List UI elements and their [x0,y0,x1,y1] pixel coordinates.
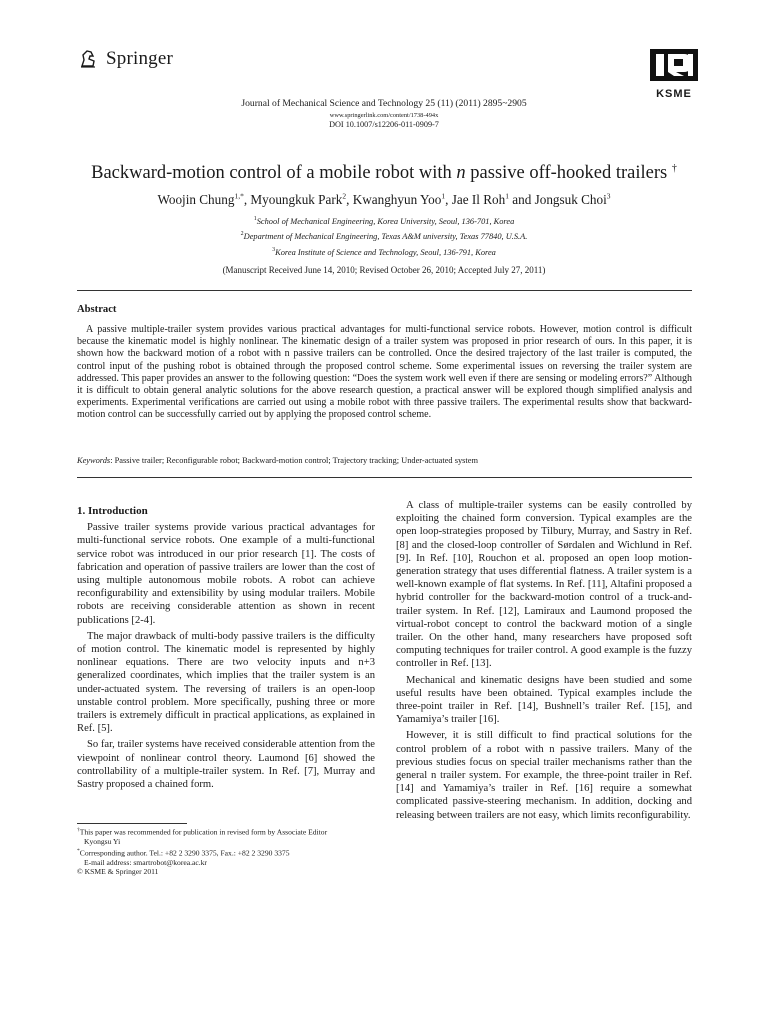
affiliation: $^3$Korea Institute of Science and Technology, Seoul, 136-791, Korea [272,246,496,257]
ksme-label: KSME [656,88,692,100]
ksme-logo [648,49,700,100]
author-list [0,192,768,208]
footnote-editor: Kyongsu Yi [84,837,121,847]
footnote-divider [77,823,187,824]
paragraph: Mechanical and kinematic designs have been studied and some useful results have been obtained. Typical examples include the three-point trailer in Ref. [14], Bushnell’s trailer Ref. [15], and Yamamiya’s trailer [16]. [396,674,692,726]
author: Woojin Chung$^{1,*}$, [157,192,251,208]
paper-title: Backward-motion control of a mobile robot with n passive off-hooked trailers † [91,163,677,184]
ksme-emblem-icon [650,49,698,81]
affiliation: $^1$School of Mechanical Engineering, Korea University, Seoul, 136-701, Korea [253,216,515,226]
paragraph: Passive trailer systems provide various practical advantages for multi-functional service robots. One example of a multi-functional service robot was introduced in our prior research [1]. The costs of fabrication and operation of passive trailers are lower than the cost of using multiple autonomous mobile robots. A robot can achieve reconfigurability and extensibility by using modular trailers. Mobile robots are receiving considerable attention as shown in recent publications [2-4]. [77,522,375,626]
footnote-recommendation: †This paper was recommended for publication in revised form by Associate Editor [77,827,328,837]
abstract-heading: Abstract [77,304,117,315]
springer-horse-icon [78,48,100,70]
footnotes [77,826,377,877]
author: Kwanghyun Yoo$^1$, [352,192,452,208]
manuscript-dates: (Manuscript Received June 14, 2010; Revised October 26, 2010; Accepted July 27, 2011) [222,265,546,275]
keywords: Keywords: Passive trailer; Reconfigurable robot; Backward-motion control; Trajectory tracking; Under-actuated system [77,456,478,465]
paragraph: However, it is still difficult to find practical solutions for the control problem of a robot with n passive trailers. Many of the previous studies focus on special trailer mechanisms rather than the general n trailer system. For example, the three-point trailer in Ref. [14] and Yamamiya’s trailer in Ref. [16] require a somewhat complicated passive-steering mechanism. In addition, docking and releasing between trailers are not easy, which limits reconfigurability. [396,730,692,821]
divider [77,290,692,291]
paragraph: A class of multiple-trailer systems can be easily controlled by exploiting the chained form conversion. Typical examples are the open loop-strategies proposed by Tilbury, Murray, and Sastry in Ref. [8] and the closed-loop controller of Sørdalen and Wichlund in Ref. [9]. In Ref. [10], Rouchon et al. proposed an open loop motion-generation strategy that uses differential flatness. A trailer system is a well-known example of flat systems. In Ref. [11], Altafini proposed a hybrid controller for the backward-motion control of a truck-and-trailer system. In Ref. [12], Lamiraux and Laumond proposed the virtual-robot concept to control the backward motion of a single trailer. On the other hand, many researchers have proposed soft computing techniques for trailer control. A good example is the fuzzy controller in Ref. [13]. [396,500,692,670]
paragraph: The major drawback of multi-body passive trailers is the difficulty of motion control. The kinematic model is represented by highly nonlinear equations. There are two velocity inputs and n+3 generalized coordinates, which implies that the trailer system is an under-actuated system. The reversing of trailers is an open-loop unstable control problem. More specifically, pushing three or more trailers is extremely difficult in practical applications, as explained in Ref. [5]. [77,630,375,735]
copyright: © KSME & Springer 2011 [77,867,159,877]
footnote-email: E-mail address: smartrobot@korea.ac.kr [84,857,207,867]
left-column [77,505,375,794]
doi: DOI 10.1007/s12206-011-0909-7 [329,120,439,129]
right-column [396,499,692,825]
springer-logo [78,48,173,70]
paragraph: So far, trailer systems have received considerable attention from the viewpoint of nonlinear control theory. Laumond [6] showed the controllability of a multiple-trailer system. In Ref. [7], Murray and Sastry proposed a chained form. [77,739,375,791]
journal-url: www.springerlink.com/content/1738-494x [329,112,439,119]
author: Jongsuk Choi$^3$ [534,192,611,208]
footnote-corresponding: *Corresponding author. Tel.: +82 2 3290 3375, Fax.: +82 2 3290 3375 [77,847,290,858]
affiliations [0,213,768,259]
divider [77,477,692,478]
author: Myoungkuk Park$^2$, [250,192,353,208]
affiliation: $^2$Department of Mechanical Engineering, Texas A&M university, Texas 77840, U.S.A. [240,231,528,242]
author: Jae Il Roh$^1$ and [451,192,535,208]
abstract-body: A passive multiple-trailer system provides various practical advantages for multi-functional service robots. However, motion control is difficult because the kinematic model is highly nonlinear. The kinematic design of a trailer system was proposed in prior research of ours. In this paper, it is shown how the backward motion of a robot with n passive trailers can be controlled. Once the desired trajectory of the last trailer is computed, the control input of the pushing robot is obtained through the proposed control scheme. Some experimental issues on reversing the trailer system are addressed. This paper provides an answer to the following question: “Does the system work well even if there are sensing or modeling errors?” Although it is difficult to obtain general analytic solutions for the above research question, a practical answer will be explored though simplified analysis and experiments. Experimental verifications are carried out using a mobile robot with three passive trailers. The experimental results show that backward-motion control can be successfully carried out by applying the proposed control scheme. [77,324,692,421]
publisher-name: Springer [106,48,174,69]
section-heading: 1. Introduction [77,505,148,517]
journal-citation: Journal of Mechanical Science and Technology 25 (11) (2011) 2895~2905 [241,98,527,109]
